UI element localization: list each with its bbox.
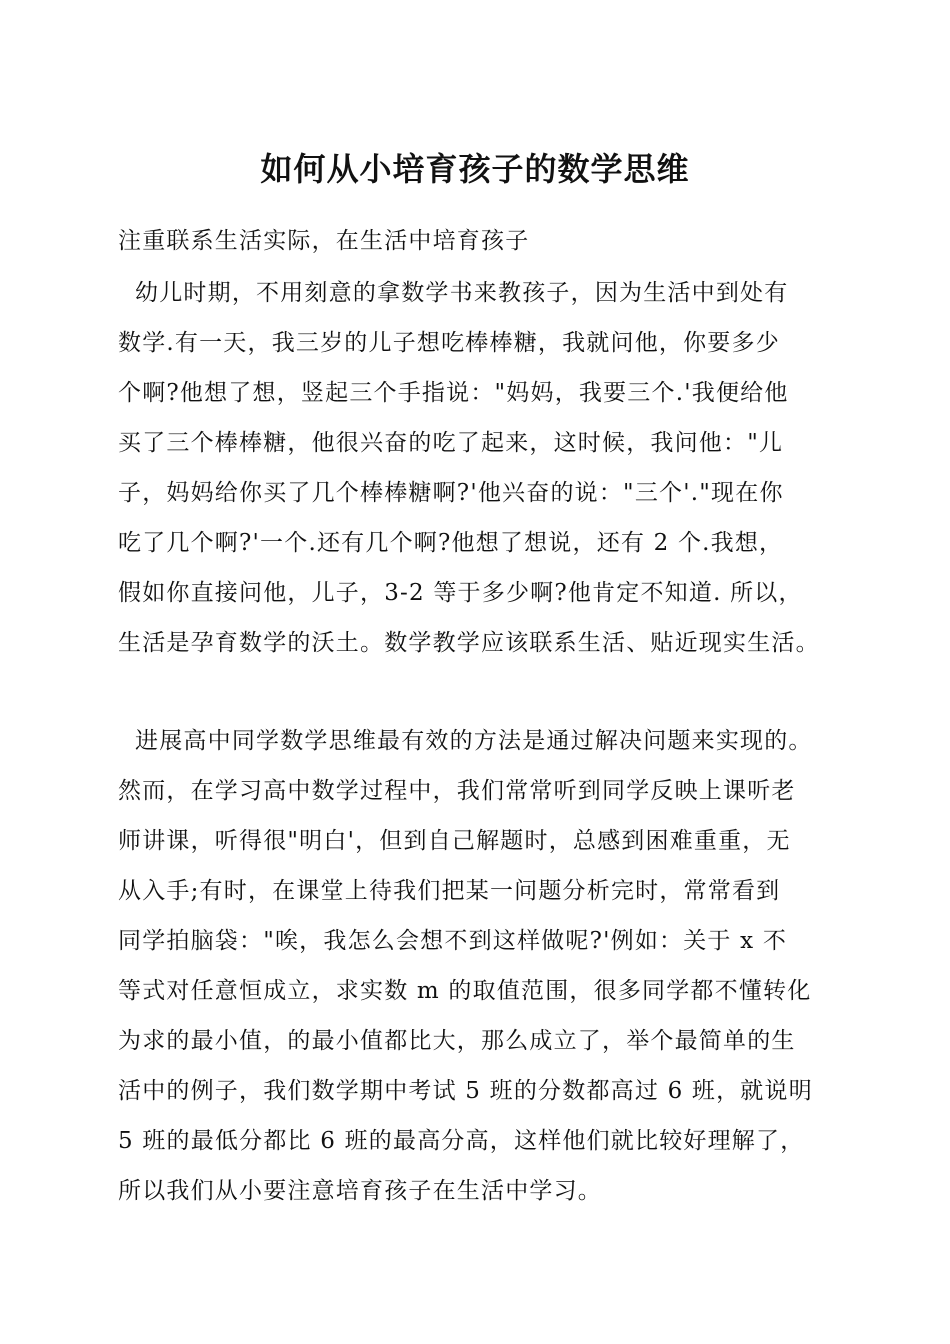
paragraph-2-line-3: 师讲课，听得很"明白'，但到自己解题时，总感到困难重重，无 <box>118 828 791 854</box>
paragraph-2-line-10: 所以我们从小要注意培育孩子在生活中学习。 <box>118 1178 602 1204</box>
paragraph-1-line-3: 个啊?他想了想，竖起三个手指说："妈妈，我要三个.'我便给他 <box>118 380 789 406</box>
document-title: 如何从小培育孩子的数学思维 <box>260 150 690 188</box>
paragraph-2-line-2: 然而，在学习高中数学过程中，我们常常听到同学反映上课听老 <box>118 778 796 804</box>
paragraph-1-line-6: 吃了几个啊?'一个.还有几个啊?他想了想说，还有 2 个.我想， <box>118 530 784 556</box>
paragraph-2-line-4: 从入手;有时，在课堂上待我们把某一问题分析完时，常常看到 <box>118 878 781 904</box>
paragraph-2-line-5: 同学拍脑袋："唉，我怎么会想不到这样做呢?'例如：关于 x 不 <box>118 928 788 954</box>
paragraph-1-line-8: 生活是孕育数学的沃土。数学教学应该联系生活、贴近现实生活。 <box>118 630 820 656</box>
paragraph-1-line-1: 幼儿时期，不用刻意的拿数学书来教孩子，因为生活中到处有 <box>118 280 789 306</box>
paragraph-2-line-8: 活中的例子，我们数学期中考试 5 班的分数都高过 6 班，就说明 <box>118 1078 813 1104</box>
section-subheading: 注重联系生活实际，在生活中培育孩子 <box>118 228 530 254</box>
paragraph-2-line-1: 进展高中同学数学思维最有效的方法是通过解决问题来实现的。 <box>118 728 813 754</box>
paragraph-1-line-5: 子，妈妈给你买了几个棒棒糖啊?'他兴奋的说："三个'."现在你 <box>118 480 784 506</box>
paragraph-2-line-9: 5 班的最低分都比 6 班的最高分高，这样他们就比较好理解了， <box>118 1128 805 1154</box>
paragraph-2-line-7: 为求的最小值，的最小值都比大，那么成立了，举个最简单的生 <box>118 1028 796 1054</box>
paragraph-1-line-2: 数学.有一天，我三岁的儿子想吃棒棒糖，我就问他，你要多少 <box>118 330 780 356</box>
paragraph-1-line-7: 假如你直接问他，儿子，3-2 等于多少啊?他肯定不知道. 所以， <box>118 580 803 606</box>
paragraph-2-line-6: 等式对任意恒成立，求实数 m 的取值范围，很多同学都不懂转化 <box>118 978 812 1004</box>
paragraph-1-line-4: 买了三个棒棒糖，他很兴奋的吃了起来，这时候，我问他："儿 <box>118 430 784 456</box>
